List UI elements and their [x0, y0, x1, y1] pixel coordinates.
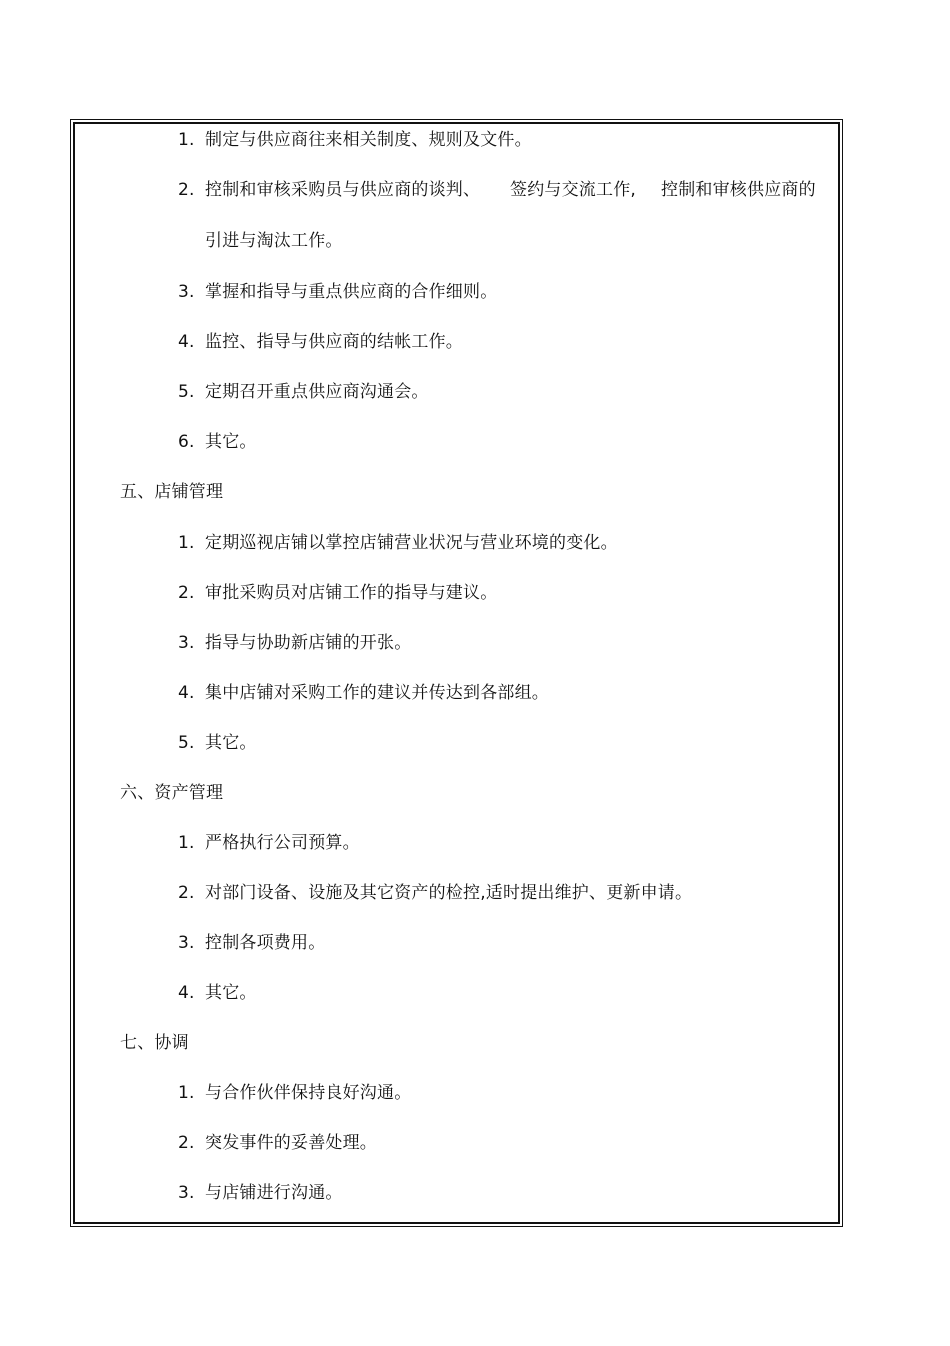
section-heading-text: 七、协调	[120, 1033, 189, 1053]
item-number: 1.	[178, 833, 195, 853]
item-text: 其它。	[205, 733, 257, 753]
item-number: 1.	[178, 1083, 195, 1103]
item-number: 6.	[178, 432, 195, 452]
item-text: 监控、指导与供应商的结帐工作。	[205, 332, 463, 352]
item-text: 定期召开重点供应商沟通会。	[205, 382, 429, 402]
item-text: 掌握和指导与重点供应商的合作细则。	[205, 282, 498, 302]
item-text: 集中店铺对采购工作的建议并传达到各部组。	[205, 683, 549, 703]
section-heading-text: 五、店铺管理	[120, 482, 224, 502]
item-text-part: 控制和审核供应商的	[661, 180, 816, 200]
item-text: 其它。	[205, 983, 257, 1003]
item-text: 引进与淘汰工作。	[205, 231, 343, 251]
item-text: 指导与协助新店铺的开张。	[205, 633, 412, 653]
item-text: 制定与供应商往来相关制度、规则及文件。	[205, 130, 532, 150]
item-text: 严格执行公司预算。	[205, 833, 360, 853]
item-number: 2.	[178, 883, 195, 903]
item-text: 控制各项费用。	[205, 933, 326, 953]
item-number: 5.	[178, 382, 195, 402]
item-number: 2.	[178, 1133, 195, 1153]
section-heading-text: 六、资产管理	[120, 783, 224, 803]
item-text: 定期巡视店铺以掌控店铺营业状况与营业环境的变化。	[205, 533, 618, 553]
item-number: 3.	[178, 282, 195, 302]
item-text-part: 签约与交流工作,	[510, 180, 637, 200]
item-number: 1.	[178, 130, 195, 150]
item-text: 审批采购员对店铺工作的指导与建议。	[205, 583, 498, 603]
item-text: 突发事件的妥善处理。	[205, 1133, 377, 1153]
item-number: 3.	[178, 933, 195, 953]
item-number: 4.	[178, 983, 195, 1003]
item-number: 4.	[178, 332, 195, 352]
item-number: 2.	[178, 583, 195, 603]
item-number: 4.	[178, 683, 195, 703]
item-text: 对部门设备、设施及其它资产的检控,适时提出维护、更新申请。	[205, 883, 693, 903]
item-number: 2.	[178, 180, 195, 200]
item-number: 3.	[178, 633, 195, 653]
item-number: 3.	[178, 1183, 195, 1203]
item-number: 5.	[178, 733, 195, 753]
item-text	[205, 180, 480, 200]
item-text: 与合作伙伴保持良好沟通。	[205, 1083, 412, 1103]
item-text-part: 控制和审核采购员与供应商的谈判、	[205, 180, 481, 200]
item-text: 其它。	[205, 432, 257, 452]
item-number: 1.	[178, 533, 195, 553]
item-text: 与店铺进行沟通。	[205, 1183, 343, 1203]
